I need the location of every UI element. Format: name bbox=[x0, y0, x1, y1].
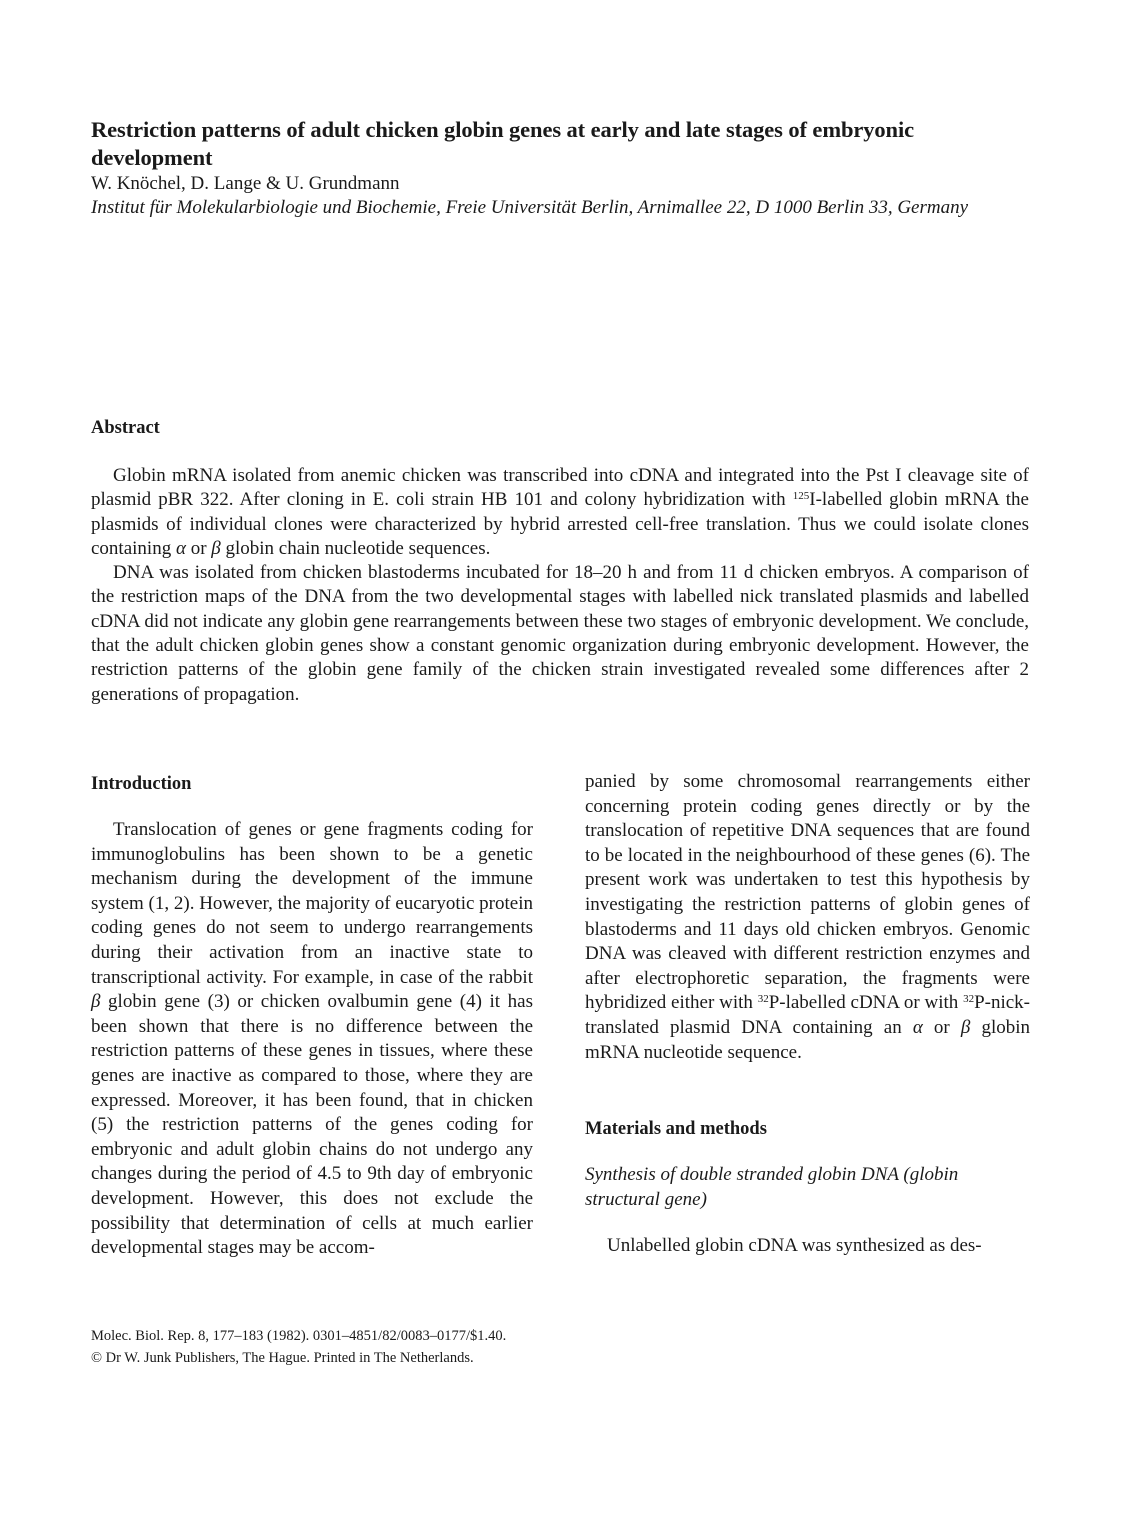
copyright-line: © Dr W. Junk Publishers, The Hague. Printed in The Netherlands. bbox=[91, 1350, 474, 1366]
superscript-125: 125 bbox=[792, 490, 810, 503]
beta-symbol: β bbox=[91, 991, 101, 1013]
methods-paragraph: Unlabelled globin cDNA was synthesized as des- bbox=[607, 1235, 982, 1257]
abstract-paragraph-1: Globin mRNA isolated from anemic chicken was transcribed into cDNA and integrated into the Pst I cleavage site of plasmid pBR 322. After cloning in E. coli strain HB 101 and colony hybridization with $^{125}$I-labelled globin mRNA the plasmids of individual clones were characterized by hybrid arrested cell-free translation. Thus we could isolate clones containing α or β globin chain nucleotide sequences. bbox=[91, 465, 1029, 559]
superscript-32: 32 bbox=[757, 993, 769, 1006]
paper-title: Restriction patterns of adult chicken globin genes at early and late stages of embryonic development bbox=[91, 117, 915, 170]
methods-heading: Materials and methods bbox=[585, 1119, 767, 1140]
superscript-32: 32 bbox=[963, 993, 975, 1006]
authors: W. Knöchel, D. Lange & U. Grundmann bbox=[91, 173, 400, 194]
introduction-continuation: panied by some chromosomal rearrangements either concerning protein coding genes directly or by the translocation of repetitive DNA sequences that are found to be located in the neighbourhood of these genes (6). The present work was undertaken to test this hypothesis by investigating the restriction patterns of globin genes of blastoderms and 11 days old chicken embryos. Genomic DNA was cleaved with different restriction enzymes and after electrophoretic separation, the fragments were hybridized either with $^{32}$P-labelled cDNA or with $^{32}$P-nick-translated plasmid DNA containing an α or β globin mRNA nucleotide sequence. bbox=[585, 771, 1031, 1063]
citation-line: Molec. Biol. Rep. 8, 177–183 (1982). 0301–4851/82/0083–0177/$1.40. bbox=[91, 1328, 507, 1344]
footer bbox=[91, 1325, 506, 1369]
methods-subheading: Synthesis of double stranded globin DNA (globin structural gene) bbox=[585, 1164, 959, 1210]
affiliation: Institut für Molekularbiologie und Biochemie, Freie Universität Berlin, Arnimallee 22, D 1000 Berlin 33, Germany bbox=[91, 197, 969, 218]
introduction-heading: Introduction bbox=[91, 774, 192, 794]
beta-symbol: β bbox=[211, 537, 221, 559]
alpha-symbol: α bbox=[175, 537, 186, 559]
abstract-heading: Abstract bbox=[91, 418, 160, 438]
abstract-body bbox=[91, 464, 1029, 707]
abstract-paragraph-2: DNA was isolated from chicken blastoderms incubated for 18–20 h and from 11 d chicken embryos. A comparison of the restriction maps of the DNA from the two developmental stages with labelled nick translated plasmids and labelled cDNA did not indicate any globin gene rearrangements between these two stages of embryonic development. We conclude, that the adult chicken globin genes show a constant genomic organization during embryonic development. However, the restriction patterns of the globin gene family of the chicken strain investigated revealed some differences after 2 generations of propagation. bbox=[91, 562, 1029, 705]
left-column bbox=[91, 772, 533, 1261]
right-column bbox=[585, 770, 1030, 1259]
alpha-symbol: α bbox=[912, 1016, 923, 1038]
beta-symbol: β bbox=[960, 1016, 971, 1038]
introduction-paragraph: Translocation of genes or gene fragments coding for immunoglobulins has been shown to be a genetic mechanism during the development of the immune system (1, 2). However, the majority of eucaryotic protein coding genes do not seem to undergo rearrangements during their activation from an inactive state to transcriptional activity. For example, in case of the rabbit β globin gene (3) or chicken ovalbumin gene (4) it has been shown that there is no difference between the restriction patterns of these genes in tissues, where these genes are inactive as compared to those, where they are expressed. Moreover, it has been found, that in chicken (5) the restriction patterns of the genes coding for embryonic and adult globin chains do not undergo any changes during the period of 4.5 to 9th day of embryonic development. However, this does not exclude the possibility that determination of cells at much earlier developmental stages may be accom- bbox=[91, 819, 533, 1259]
